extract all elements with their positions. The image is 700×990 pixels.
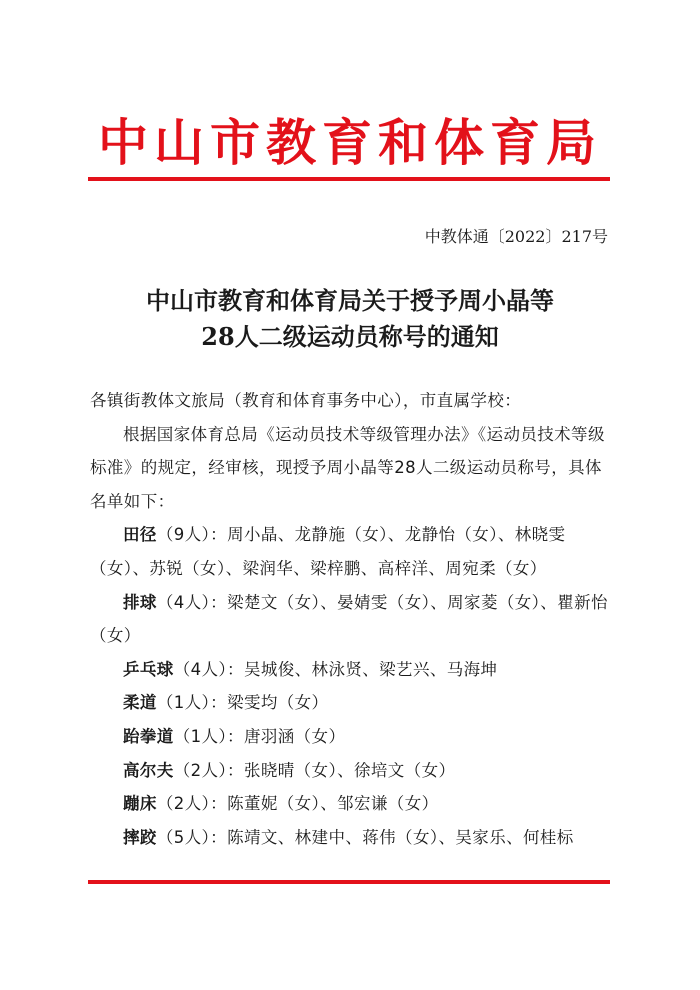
sport-entry — [90, 787, 610, 821]
notice-title — [0, 283, 700, 355]
athlete-names: 吴城俊、林泳贤、梁艺兴、马海坤 — [243, 659, 498, 679]
athlete-names: 梁雯均（女） — [227, 693, 329, 713]
sport-name: 柔道 — [123, 693, 157, 713]
notice-body — [90, 384, 610, 854]
athlete-names: 张晓晴（女）、徐培文（女） — [243, 760, 456, 780]
masthead-red-rule — [88, 177, 610, 181]
sport-entry — [90, 518, 610, 585]
sport-count: （2人）： — [156, 794, 228, 814]
sport-count: （1人）： — [156, 693, 228, 713]
sport-entry — [90, 754, 610, 788]
sport-entry — [90, 686, 610, 720]
document-number: 中教体通〔2022〕217号 — [424, 227, 608, 246]
sport-entry — [90, 586, 610, 653]
sport-entry — [90, 653, 610, 687]
sport-count: （5人）： — [156, 827, 228, 847]
title-line-1: 中山市教育和体育局关于授予周小晶等 — [146, 286, 554, 315]
title-line-2: 28人二级运动员称号的通知 — [201, 322, 499, 351]
sport-count: （4人）： — [173, 659, 244, 679]
sport-count: （4人）： — [156, 592, 228, 612]
footer-red-rule — [88, 880, 610, 884]
athlete-names: 陈董妮（女）、邹宏谦（女） — [227, 794, 439, 814]
sport-entry — [90, 720, 610, 754]
sport-name: 排球 — [123, 592, 157, 612]
intro-paragraph: 根据国家体育总局《运动员技术等级管理办法》《运动员技术等级标准》的规定，经审核，现授予周小晶等28人二级运动员称号，具体名单如下： — [90, 424, 605, 511]
athlete-names: 梁楚文（女）、晏婧雯（女）、周家菱（女）、瞿新怡（女） — [90, 592, 608, 646]
agency-masthead: 中山市教育和体育局 — [98, 113, 602, 172]
sport-count: （1人）： — [173, 726, 244, 746]
sport-name: 蹦床 — [123, 794, 157, 814]
sport-count: （9人）： — [156, 525, 228, 545]
athlete-names: 唐羽涵（女） — [243, 726, 346, 746]
athlete-names: 周小晶、龙静施（女）、龙静怡（女）、林晓雯（女）、苏锐（女）、梁润华、梁梓鹏、高梓洋、周宛柔（女） — [90, 525, 566, 578]
sport-name: 乒乓球 — [123, 659, 174, 679]
sport-count: （2人）： — [173, 760, 244, 780]
sport-name: 田径 — [123, 525, 157, 545]
sport-name: 高尔夫 — [123, 760, 174, 780]
sport-name: 摔跤 — [123, 827, 157, 847]
athlete-names: 陈靖文、林建中、蒋伟（女）、吴家乐、何桂标 — [227, 827, 574, 847]
sport-name: 跆拳道 — [123, 726, 174, 746]
sport-entry — [90, 821, 610, 855]
salutation: 各镇街教体文旅局（教育和体育事务中心），市直属学校： — [90, 391, 522, 410]
